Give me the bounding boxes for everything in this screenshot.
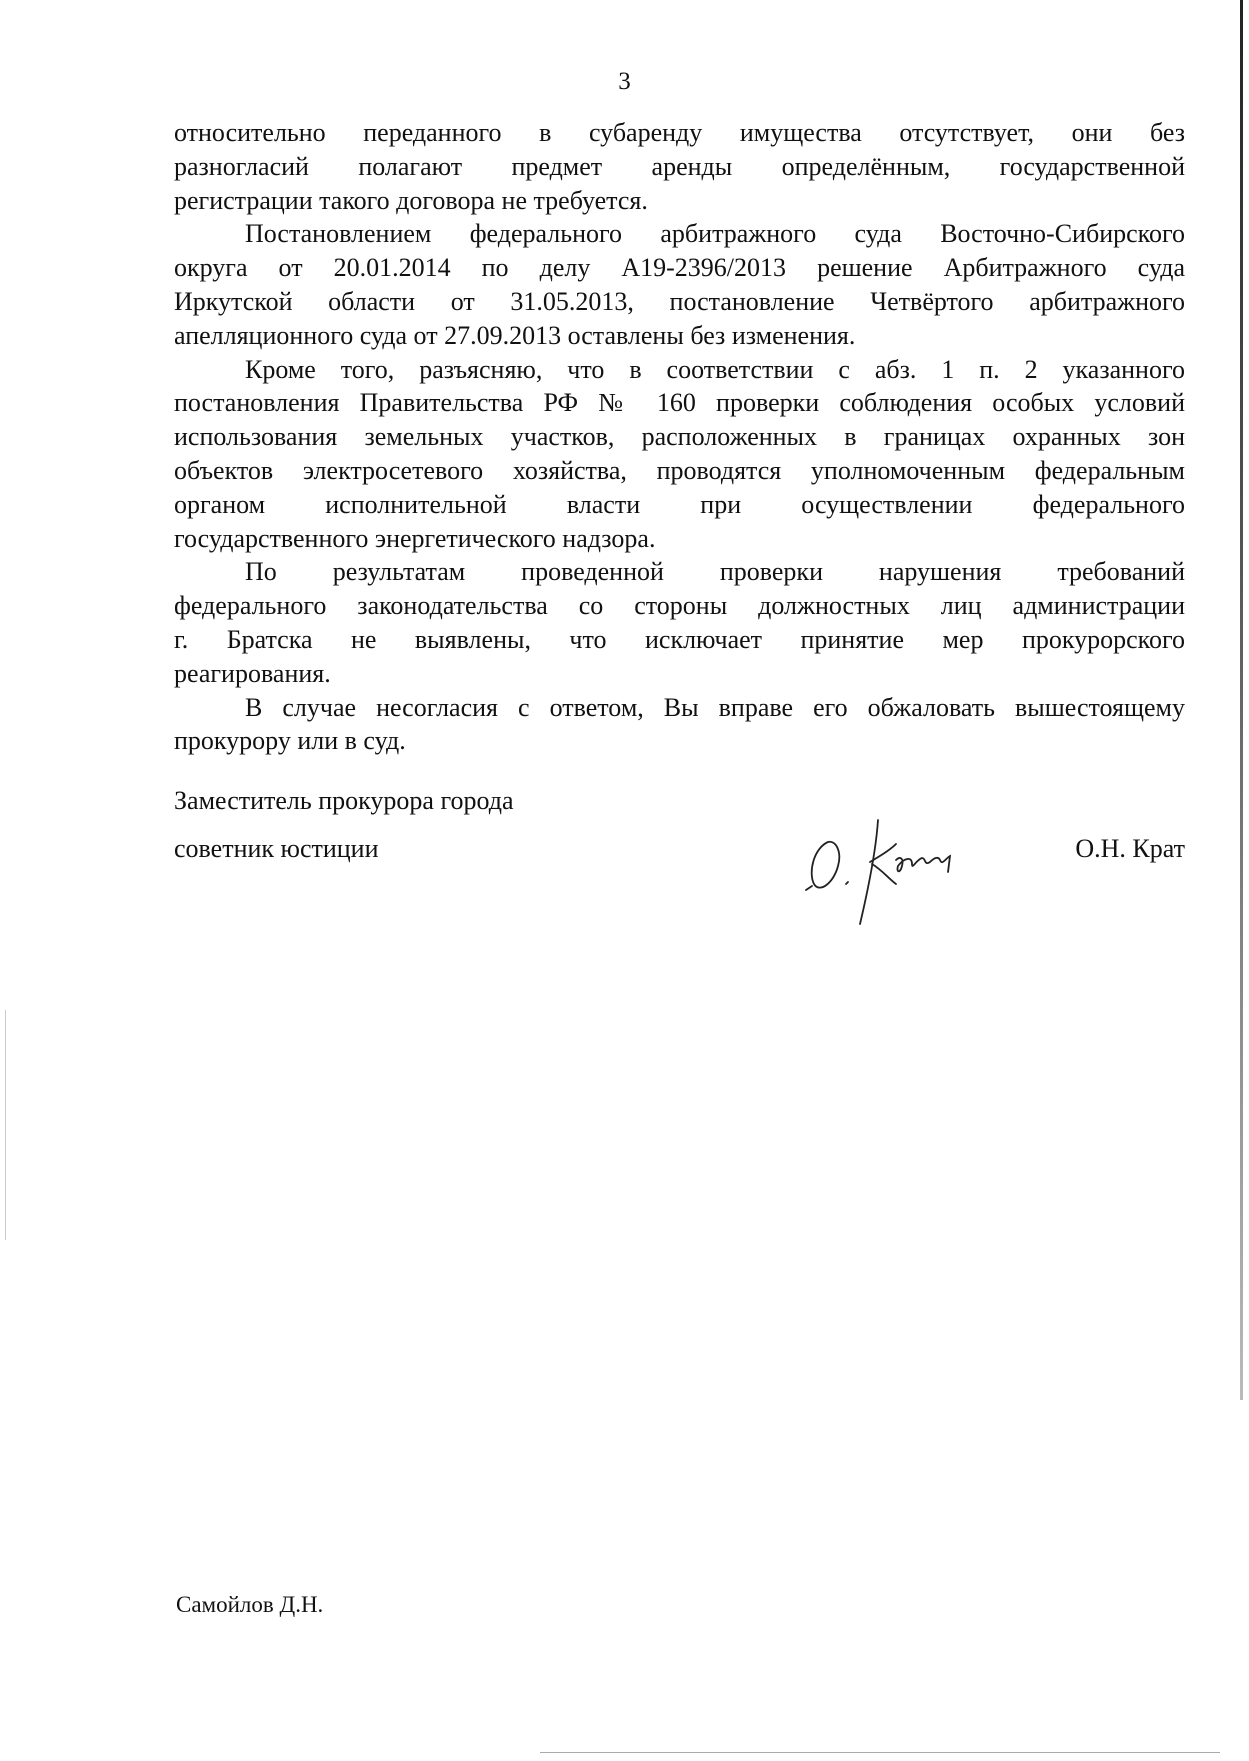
executor-name: Самойлов Д.Н. [176, 1592, 324, 1617]
text-line: относительно переданного в субаренду имущества отсутствует, они без [174, 118, 1185, 147]
handwritten-signature [800, 800, 980, 930]
signer-rank: советник юстиции [174, 834, 379, 863]
text-line: г. Братска не выявлены, что исключает принятие мер прокурорского [174, 624, 1185, 654]
text-line: Иркутской области от 31.05.2013, постановление Четвёртого арбитражного [174, 286, 1185, 316]
scan-edge-right [1240, 0, 1243, 1400]
letter-body [174, 116, 1185, 758]
text-line: постановления Правительства РФ № 160 проверки соблюдения особых условий [174, 388, 1185, 418]
text-line: В случае несогласия с ответом, Вы вправе его обжаловать вышестоящему [245, 692, 1185, 722]
text-line: По результатам проведенной проверки нарушения требований [245, 557, 1185, 587]
text-line: регистрации такого договора не требуется. [174, 185, 648, 215]
text-line: федерального законодательства со стороны должностных лиц администрации [174, 591, 1185, 621]
text-line: государственного энергетического надзора. [174, 523, 656, 553]
text-line: использования земельных участков, расположенных в границах охранных зон [174, 422, 1185, 452]
text-line: органом исполнительной власти при осуществлении федерального [174, 489, 1185, 519]
text-line: разногласий полагают предмет аренды определённым, государственной [174, 151, 1185, 181]
text-line: Кроме того, разъясняю, что в соответствии с абз. 1 п. 2 указанного [245, 354, 1185, 384]
scan-edge-left [5, 1010, 6, 1240]
text-line: округа от 20.01.2014 по делу А19-2396/2013 решение Арбитражного суда [174, 253, 1185, 283]
page-number: 3 [618, 68, 631, 95]
scan-edge-bottom [540, 1752, 1220, 1753]
text-line: реагирования. [174, 658, 331, 688]
signer-position: Заместитель прокурора города [174, 786, 514, 815]
text-line: прокурору или в суд. [174, 726, 406, 756]
text-line: объектов электросетевого хозяйства, проводятся уполномоченным федеральным [174, 455, 1185, 485]
text-line: Постановлением федерального арбитражного суда Восточно-Сибирского [245, 219, 1185, 249]
signer-name: О.Н. Крат [1075, 834, 1185, 863]
text-line: апелляционного суда от 27.09.2013 оставлены без изменения. [174, 320, 856, 350]
